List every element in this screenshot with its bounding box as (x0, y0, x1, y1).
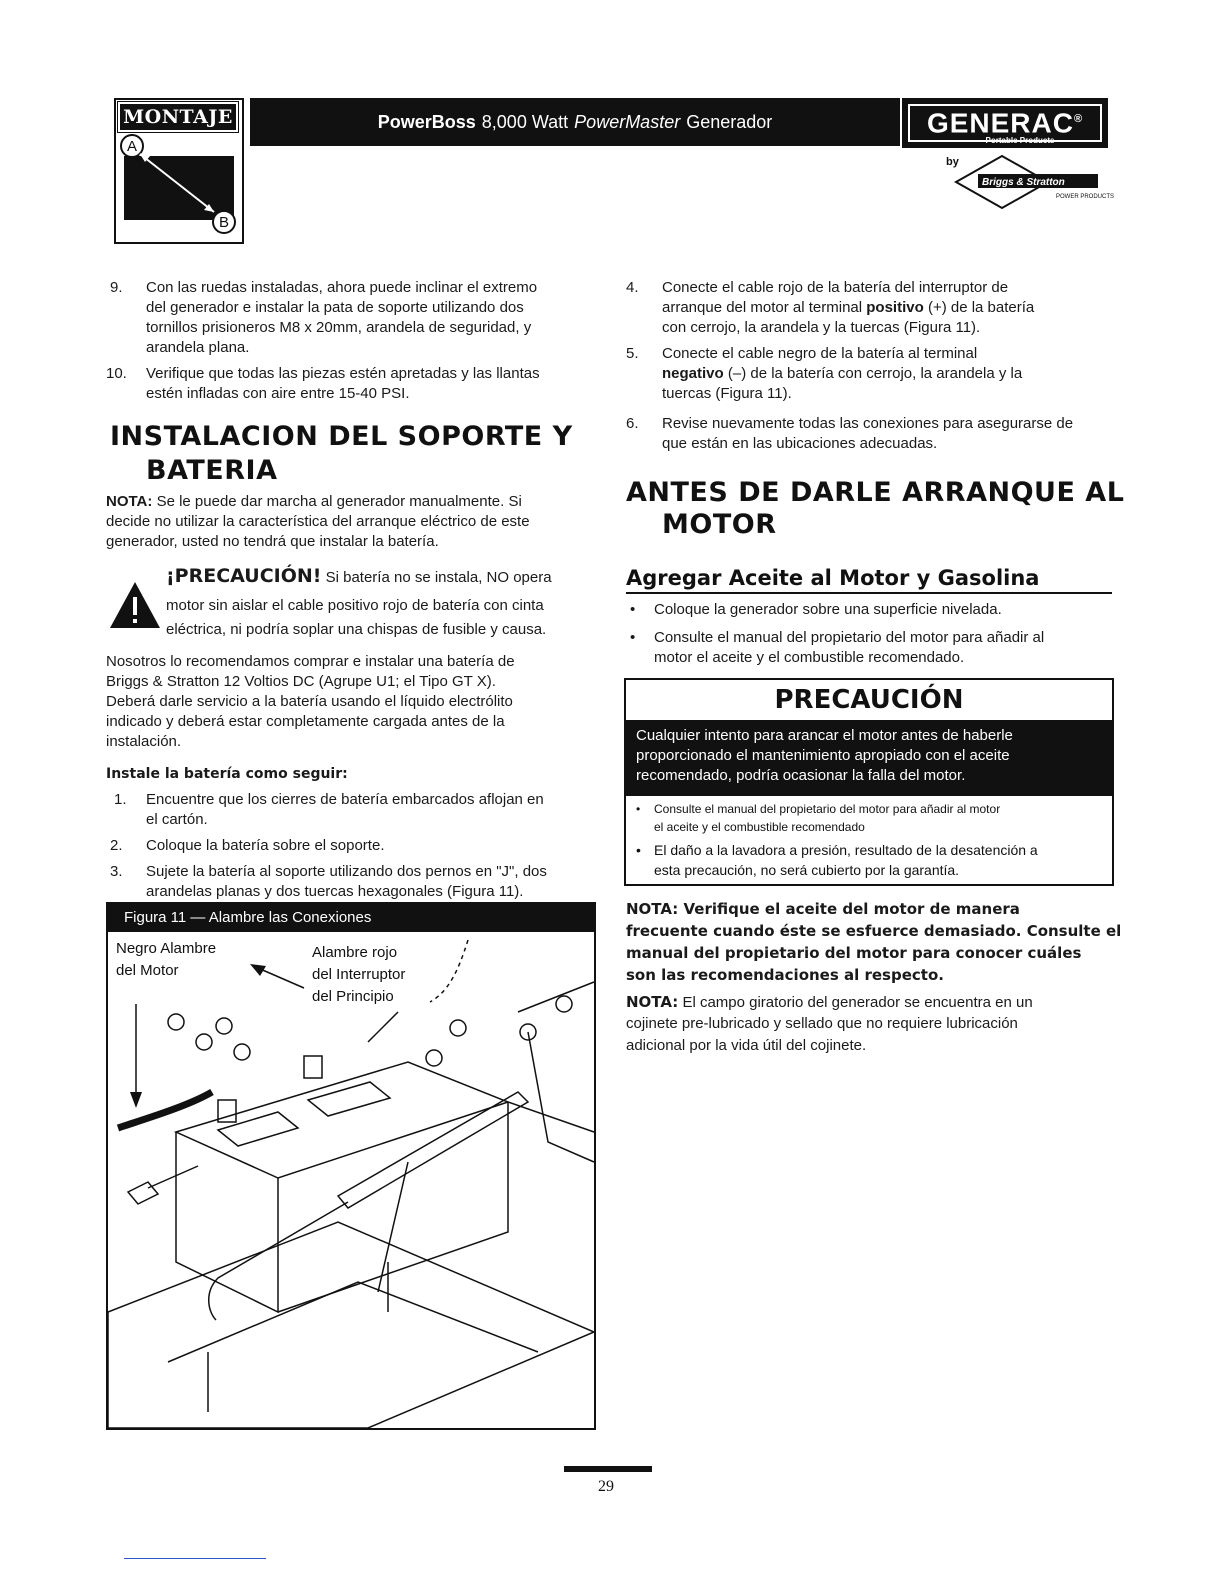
step-4-text: (+) de la batería (923, 299, 1035, 316)
bullet-item: motor el aceite y el combustible recomendado. (654, 649, 965, 666)
precaution-line: recomendado, podría ocasionar la falla del motor. (636, 767, 966, 784)
step-10-line: Verifique que todas las piezas estén apretadas y las llantas (146, 365, 540, 382)
bullet-item: Coloque la generador sobre una superficie nivelada. (654, 601, 1002, 618)
diagram-label-b: B (218, 214, 230, 231)
warning-triangle-icon (108, 580, 162, 630)
caution-line (166, 566, 552, 588)
caution-text: eléctrica, ni podría soplar una chispas de fusible y causa. (166, 621, 547, 638)
recommend-text: instalación. (106, 733, 182, 750)
step-3-line: arandelas planas y dos tuercas hexagonales (Figura 11). (146, 883, 524, 900)
briggs-stratton-logo (952, 154, 1115, 210)
bullet-icon: • (636, 842, 641, 858)
step-10-line: estén infladas con aire entre 15-40 PSI. (146, 385, 410, 402)
recommend-text: Nosotros lo recomendamos comprar e instalar una batería de (106, 653, 515, 670)
nota-label: NOTA: (626, 993, 679, 1011)
step-6-line: Revise nuevamente todas las conexiones para asegurarse de (662, 415, 1074, 432)
generac-subtitle: Portable Products (985, 136, 1055, 146)
nota-bold-line: manual del propietario del motor para conocer cuáles (626, 944, 1082, 962)
bullet-icon: • (636, 802, 641, 816)
nota-bold-line: NOTA: Verifique el aceite del motor de manera (626, 900, 1020, 918)
step-5-line: tuercas (Figura 11). (662, 385, 792, 402)
precaution-box (624, 678, 1114, 886)
document-title-bar (250, 98, 900, 146)
title-model: PowerMaster (574, 111, 681, 132)
step-4-text: arranque del motor al terminal (662, 299, 867, 316)
precaution-bullet: Consulte el manual del propietario del motor para añadir al motor (654, 802, 1001, 816)
precaution-warning-text (626, 720, 1112, 796)
step-4-line: Conecte el cable rojo de la batería del interruptor de (662, 279, 1009, 296)
section-heading: ANTES DE DARLE ARRANQUE AL (626, 477, 1125, 508)
caution-label: ¡PRECAUCIÓN! (166, 565, 322, 587)
nota-bold-line: frecuente cuando éste se esfuerce demasiado. Consulte el (626, 922, 1122, 940)
step-9-line: Con las ruedas instaladas, ahora puede inclinar el extremo (146, 279, 538, 296)
montaje-section-icon (114, 98, 244, 244)
precaution-bullet: esta precaución, no será cubierto por la garantía. (654, 862, 960, 878)
recommend-text: Briggs & Stratton 12 Voltios DC (Agrupe U1; el Tipo GT X). (106, 673, 496, 690)
step-10-number: 10. (106, 365, 127, 382)
step-3-line: Sujete la batería al soporte utilizando dos pernos en "J", dos (146, 863, 547, 880)
step-9-line: arandela plana. (146, 339, 250, 356)
step-3-number: 3. (110, 863, 123, 880)
title-brand: PowerBoss (377, 111, 476, 132)
title-generador: Generador (686, 111, 773, 132)
step-5-text: (–) de la batería con cerrojo, la arandela y la (723, 365, 1023, 382)
by-label: by (946, 156, 959, 168)
section-heading: MOTOR (662, 509, 777, 540)
bs-sub: POWER PRODUCTS (1056, 194, 1115, 200)
step-5-line: Conecte el cable negro de la batería al terminal (662, 345, 978, 362)
bullet-icon: • (630, 629, 636, 646)
caution-text: Si batería no se instala, NO opera (325, 569, 552, 586)
page-number-rule (564, 1466, 652, 1472)
step-4-line: con cerrojo, la arandela y la tuercas (Figura 11). (662, 319, 981, 336)
black-wire-label: Negro Alambre (116, 940, 217, 957)
bullet-item: Consulte el manual del propietario del motor para añadir al (654, 629, 1045, 646)
nota-bold-line: son las recomendaciones al respecto. (626, 966, 944, 984)
registered-mark: ® (1073, 113, 1084, 125)
red-wire-label: Alambre rojo (312, 944, 398, 961)
step-1-line: el cartón. (146, 811, 208, 828)
nota-text: decide no utilizar la característica del arranque eléctrico de este (106, 513, 530, 530)
nota-text: El campo giratorio del generador se encuentra en un (682, 994, 1033, 1011)
precaution-bullet: el aceite y el combustible recomendado (654, 820, 865, 834)
red-wire-label: del Interruptor (312, 966, 406, 983)
nota-2-line (626, 992, 1033, 1013)
step-4-line (662, 298, 1034, 318)
precaution-bullet: El daño a la lavadora a presión, resultado de la desatención a (654, 842, 1038, 858)
step-6-line: que están en las ubicaciones adecuadas. (662, 435, 938, 452)
red-wire-label: del Principio (312, 988, 394, 1005)
nota-paragraph (106, 492, 522, 512)
precaution-line: proporcionado el mantenimiento apropiado con el aceite (636, 747, 1010, 764)
assembly-a-to-b-icon (118, 136, 240, 240)
battery-wiring-illustration (108, 932, 594, 1428)
step-6-number: 6. (626, 415, 639, 432)
nota-text: generador, usted no tendrá que instalar la batería. (106, 533, 439, 550)
caution-text: motor sin aislar el cable positivo rojo de batería con cinta (166, 597, 544, 614)
step-9-line: del generador e instalar la pata de soporte utilizando dos (146, 299, 524, 316)
section-heading: INSTALACION DEL SOPORTE Y (110, 421, 573, 452)
nota-text: cojinete pre-lubricado y sellado que no requiere lubricación (626, 1015, 1018, 1032)
positive-term: positivo (866, 299, 924, 316)
figure-11-wiring-diagram (106, 902, 596, 1430)
precaution-line: Cualquier intento para arancar el motor antes de haberle (636, 727, 1013, 744)
nota-text: adicional por la vida útil del cojinete. (626, 1037, 867, 1054)
bs-name: Briggs & Stratton (982, 177, 1065, 188)
generac-logo (902, 98, 1108, 148)
precaution-title: PRECAUCIÓN (774, 685, 964, 715)
generac-wordmark: GENERAC (926, 107, 1074, 139)
nota-text: Se le puede dar marcha al generador manualmente. Si (156, 493, 522, 510)
recommend-text: Deberá darle servicio a la batería usando el líquido electrólito (106, 693, 513, 710)
step-1-line: Encuentre que los cierres de batería embarcados aflojan en (146, 791, 544, 808)
footer-link-underline (124, 1558, 266, 1559)
recommend-text: indicado y deberá estar completamente cargada antes de la (106, 713, 505, 730)
black-wire-label: del Motor (116, 962, 179, 979)
title-watt: 8,000 Watt (481, 111, 569, 132)
step-5-number: 5. (626, 345, 639, 362)
diagram-label-a: A (126, 138, 138, 155)
section-heading: BATERIA (146, 455, 278, 486)
figure-caption: Figura 11 — Alambre las Conexiones (108, 904, 594, 932)
step-9-number: 9. (110, 279, 123, 296)
page-number: 29 (598, 1478, 614, 1495)
step-4-number: 4. (626, 279, 639, 296)
step-2-number: 2. (110, 837, 123, 854)
subsection-rule (626, 592, 1112, 594)
montaje-label: MONTAJE (118, 102, 238, 132)
step-1-number: 1. (114, 791, 127, 808)
negative-term: negativo (662, 365, 724, 382)
nota-label: NOTA: (106, 493, 153, 510)
step-2-line: Coloque la batería sobre el soporte. (146, 837, 385, 854)
step-9-line: tornillos prisioneros M8 x 20mm, arandela de seguridad, y (146, 319, 532, 336)
bullet-icon: • (630, 601, 636, 618)
step-5-line (662, 364, 1022, 384)
subsection-heading: Agregar Aceite al Motor y Gasolina (626, 566, 1040, 590)
install-subheading: Instale la batería como seguir: (106, 766, 348, 782)
